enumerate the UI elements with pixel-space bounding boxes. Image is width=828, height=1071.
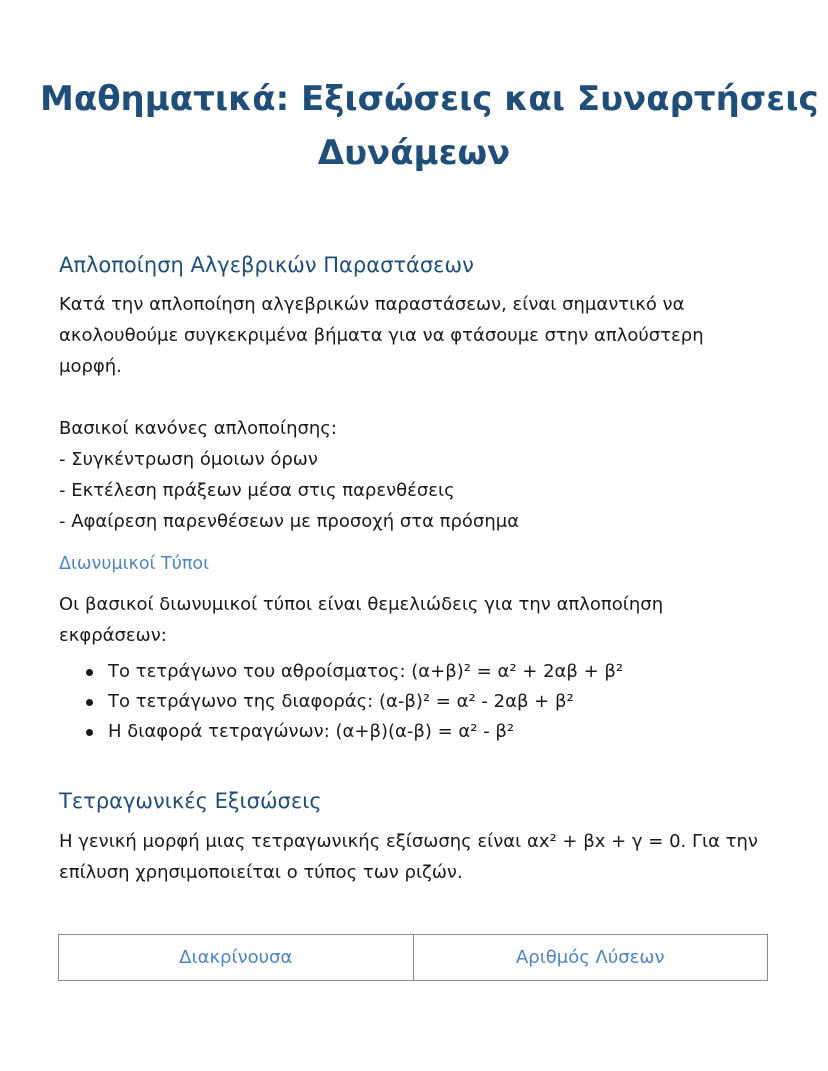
rules-heading: Βασικοί κανόνες απλοποίησης:	[59, 418, 337, 439]
bullet-dot-icon	[86, 699, 93, 706]
list-item	[59, 717, 623, 747]
table-header-solution-count: Αριθμός Λύσεων	[413, 935, 768, 980]
formula-text: Το τετράγωνο της διαφοράς: (α-β)² = α² - 2αβ + β²	[108, 691, 574, 712]
section-heading-simplification: Απλοποίηση Αλγεβρικών Παραστάσεων	[59, 253, 474, 277]
page-title-line-1: Μαθηματικά: Εξισώσεις και Συναρτήσεις	[40, 79, 819, 119]
section-heading-quadratic: Τετραγωνικές Εξισώσεις	[59, 789, 322, 813]
simplification-rules	[59, 413, 759, 537]
paragraph-line: ακολουθούμε συγκεκριμένα βήματα για να φτάσουμε στην απλούστερη	[59, 325, 704, 346]
solutions-table-header	[58, 934, 768, 981]
formula-text: Το τετράγωνο του αθροίσματος: (α+β)² = α² + 2αβ + β²	[108, 661, 624, 682]
formula-text: Η διαφορά τετραγώνων: (α+β)(α-β) = α² - β²	[108, 721, 515, 742]
paragraph-line: Οι βασικοί διωνυμικοί τύποι είναι θεμελιώδεις για την απλοποίηση	[59, 594, 664, 615]
list-item	[59, 657, 623, 687]
bullet-dot-icon	[86, 669, 93, 676]
paragraph-line: Κατά την απλοποίηση αλγεβρικών παραστάσεων, είναι σημαντικό να	[59, 294, 685, 315]
rule-item: - Συγκέντρωση όμοιων όρων	[59, 449, 318, 470]
page-title-line-2: Δυνάμεων	[317, 133, 511, 173]
binomial-formula-list	[59, 657, 623, 747]
binomial-intro-paragraph	[59, 589, 759, 651]
table-header-discriminant: Διακρίνουσα	[179, 947, 293, 968]
page-title	[40, 72, 819, 180]
subsection-heading-binomial: Διωνυμικοί Τύποι	[59, 554, 209, 574]
paragraph-line: Η γενική μορφή μιας τετραγωνικής εξίσωσης είναι αx² + βx + γ = 0. Για την	[59, 831, 758, 852]
paragraph-line: μορφή.	[59, 356, 122, 377]
rule-item: - Εκτέλεση πράξεων μέσα στις παρενθέσεις	[59, 480, 455, 501]
quadratic-paragraph	[59, 826, 759, 888]
section-intro-paragraph	[59, 289, 759, 382]
paragraph-line: εκφράσεων:	[59, 625, 167, 646]
paragraph-line: επίλυση χρησιμοποιείται ο τύπος των ριζών.	[59, 862, 463, 883]
rule-item: - Αφαίρεση παρενθέσεων με προσοχή στα πρόσημα	[59, 511, 520, 532]
bullet-dot-icon	[86, 729, 93, 736]
list-item	[59, 687, 623, 717]
